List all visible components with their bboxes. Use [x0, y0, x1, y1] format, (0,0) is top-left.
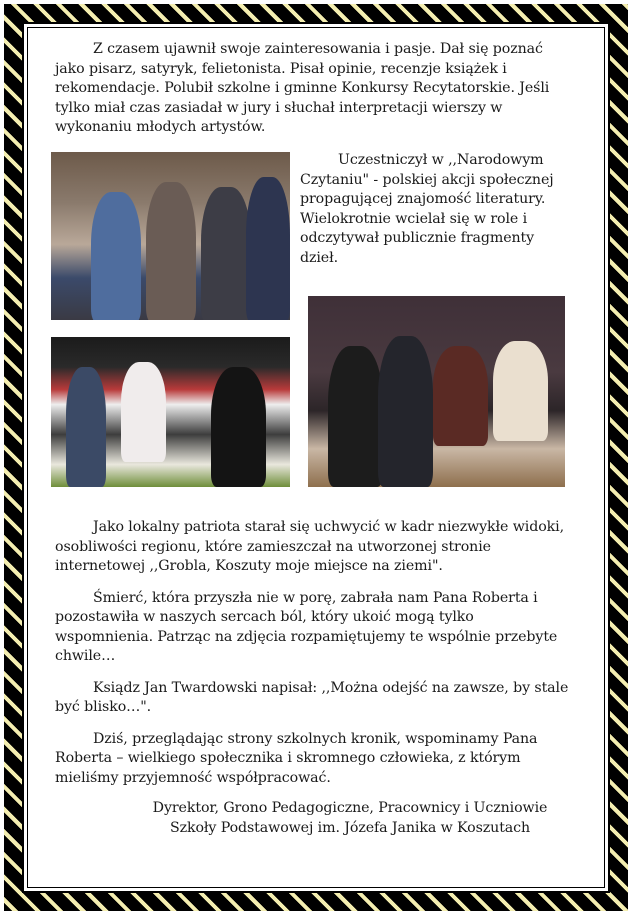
paragraph-national-reading: Uczestniczył w ,,Narodowym Czytaniu" - polskiej akcji społecznej propagującej znajomość literatury. Wielokrotnie wcielał się w role i odczytywał publicznie fragmenty dzieł. — [300, 152, 554, 266]
photo-reading-stage — [51, 337, 290, 487]
photo-audience — [51, 152, 290, 320]
paragraph-interests: Z czasem ujawnił swoje zainteresowania i pasje. Dał się poznać jako pisarz, satyryk, felietonista. Pisał opinie, recenzje książek i rekomendacje. Polubił szkolne i gminne Konkursy Recytatorskie. Jeśli tylko miał czas zasiadał w jury i słuchał interpretacji wierszy w wykonaniu młodych artystów. — [55, 41, 550, 135]
closing-paragraphs: Jako lokalny patriota starał się uchwycić w kadr niezwykłe widoki, osobliwości regionu, które zamieszczał na utworzonej stronie internetowej ,,Grobla, Koszuty moje miejsce na ziemi". Śmierć, która przyszła nie w porę, zabrała nam Pana Roberta i pozostawiła w naszych sercach ból, który ukoić mogą tylko wspomnienia. Patrząc na zdjęcia rozpamiętujemy te wspólnie przebyte chwile… Ksiądz Jan Twardowski napisał: ,,Można odejść na zawsze, by stale być blisko…". Dziś, przeglądając strony szkolnych kronik, wspominamy Pana Roberta – wielkiego społecznika i skromnego człowieka, z którym mieliśmy przyjemność współpracować. — [55, 519, 569, 786]
photo-panel — [308, 296, 565, 487]
signature: Dyrektor, Grono Pedagogiczne, Pracownicy i Uczniowie Szkoły Podstawowej im. Józefa Janika w Koszutach — [152, 800, 548, 836]
